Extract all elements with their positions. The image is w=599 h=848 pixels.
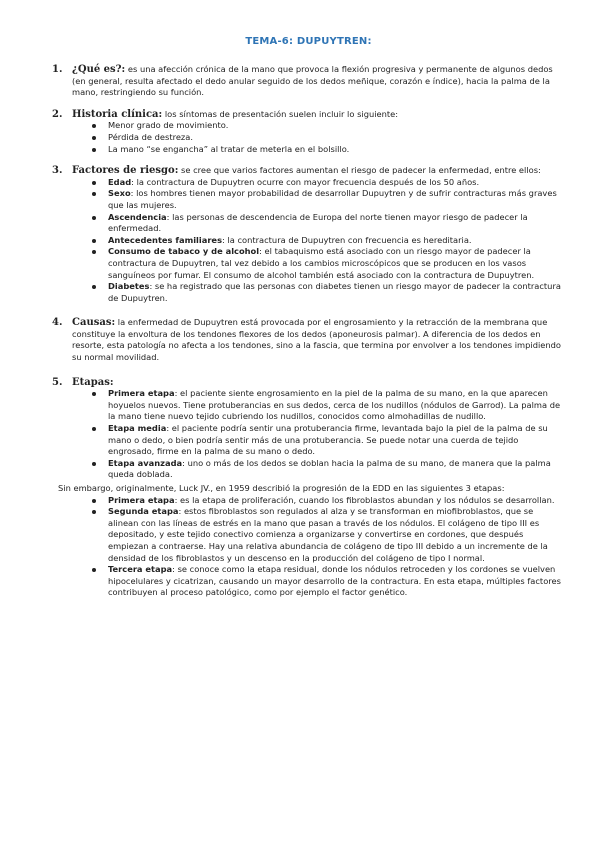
section-text: es una afección crónica de la mano que provoca la flexión progresiva y permanente de algunos dedos (en general, resulta afectado el dedo anular seguido de los dedos meñique, corazón e índice), hacia la palma de la mano, restringiendo su función. — [72, 64, 553, 98]
list-item-label: Etapa media — [108, 423, 167, 434]
list-item — [92, 506, 565, 564]
list-item — [92, 564, 565, 599]
list-item-label: Primera etapa — [108, 388, 175, 399]
risk-factor-list — [72, 177, 565, 305]
section-heading: Factores de riesgo: — [72, 165, 179, 177]
list-item-label: Edad — [108, 176, 132, 187]
list-item — [92, 246, 565, 281]
list-item-text: : uno o más de los dedos se doblan hacia la palma de su mano, de manera que la palma queda doblada. — [108, 457, 551, 480]
list-item-text: : el paciente podría sentir una protuberancia firme, levantada bajo la piel de la palma de su mano o dedo, o bien podría sentir más de una protuberancia. Se puede notar una cuerda de tejido engrosado, firme en la palma de su mano o dedo. — [108, 423, 548, 457]
section-number: 2. — [52, 108, 63, 120]
list-item-text: : se ha registrado que las personas con diabetes tienen un riesgo mayor de padecer la contractura de Dupuytren. — [108, 281, 561, 303]
list-item-text: La mano “se engancha” al tratar de meterla en el bolsillo. — [108, 143, 350, 154]
list-item-text: : la contractura de Dupuytren con frecuencia es hereditaria. — [222, 234, 472, 245]
section-text: la enfermedad de Dupuytren está provocada por el engrosamiento y la retracción de la membrana que constituye la envoltura de los tendones flexores de los dedos (aponeurosis palmar). A diferencia de los dedos en resorte, esta patología no afecta a los tendones, sino a la fascia, que termina por envolver a los tendones impidiendo su normal movilidad. — [72, 317, 561, 363]
stage-list — [72, 388, 565, 481]
list-item — [92, 212, 565, 235]
section-heading: Etapas: — [72, 376, 114, 388]
list-item — [92, 177, 565, 189]
section-etapas — [52, 377, 565, 599]
section-heading: ¿Qué es?: — [72, 64, 126, 75]
section-number: 1. — [52, 64, 63, 75]
list-item-text: : los hombres tienen mayor probabilidad de desarrollar Dupuytren y de sufrir contracturas más graves que las mujeres. — [108, 188, 557, 210]
list-item-text: : es la etapa de proliferación, cuando los fibroblastos abundan y los nódulos se desarrollan. — [174, 494, 555, 505]
list-item-text: Menor grado de movimiento. — [108, 120, 229, 131]
section-heading: Historia clínica: — [72, 108, 163, 120]
list-item — [92, 235, 565, 247]
list-item — [92, 120, 565, 132]
list-item-text: : el tabaquismo está asociado con un riesgo mayor de padecer la contractura de Dupuytren, tal vez debido a los cambios microscópicos que se producen en los vasos sanguíneos por fumar. El consumo de alcohol también está asociado con la contractura de Dupuytren. — [108, 246, 535, 280]
list-item-label: Ascendencia — [108, 211, 167, 222]
section-historia-clinica — [52, 109, 565, 155]
section-heading: Causas: — [72, 317, 116, 329]
section-text: se cree que varios factores aumentan el riesgo de padecer la enfermedad, entre ellos: — [181, 165, 541, 176]
list-item — [92, 132, 565, 144]
list-item-text: : se conoce como la etapa residual, donde los nódulos retroceden y los cordones se vuelven hipocelulares y cicatrizan, causando un mayor desarrollo de la contractura. En esta etapa, múltiples factores contribuyen al proceso patológico, como por ejemplo el factor genético. — [108, 564, 561, 598]
luck-stage-list — [72, 495, 565, 599]
section-number: 4. — [52, 317, 63, 329]
list-item-label: Primera etapa — [108, 494, 175, 505]
list-item-text: : el paciente siente engrosamiento en la piel de la palma de su mano, en la que aparecen hoyuelos nuevos. Tiene protuberancias en sus dedos, cerca de los nudillos (nódulos de Garrod). La palma de la mano tiene nuevo tejido cubriendo los nudillos, conocidos como almohadillas de nudillo. — [108, 388, 561, 422]
list-item — [92, 188, 565, 211]
list-item-label: Diabetes — [108, 281, 150, 292]
list-item-text: : la contractura de Dupuytren ocurre con mayor frecuencia después de los 50 años. — [131, 176, 480, 187]
list-item-label: Etapa avanzada — [108, 457, 183, 468]
section-text: los síntomas de presentación suelen incluir lo siguiente: — [164, 108, 399, 119]
list-item-label: Segunda etapa — [108, 506, 179, 517]
section-number: 5. — [52, 376, 63, 388]
list-item — [92, 144, 565, 156]
section-que-es — [52, 64, 565, 99]
list-item-label: Sexo — [108, 188, 131, 199]
list-item — [92, 495, 565, 507]
list-item-text: : las personas de descendencia de Europa del norte tienen mayor riesgo de padecer la enfermedad. — [108, 211, 528, 234]
list-item-label: Tercera etapa — [108, 564, 173, 575]
symptom-list — [72, 120, 565, 155]
list-item — [92, 423, 565, 458]
section-factores-riesgo — [52, 165, 565, 304]
list-item-text: : estos fibroblastos son regulados al alza y se transforman en miofibroblastos, que se alinean con las líneas de estrés en la mano que pasan a través de los nódulos. El colágeno de tipo III es depositado, y este tejido conectivo comienza a organizarse y convertirse en cordones, que después empiezan a contraerse. Hay una relativa abundancia de colágeno de tipo III debido a un incremente de la densidad de los fibroblastos y un descenso en la producción del colágeno de tipo I normal. — [108, 506, 548, 563]
stage-note: Sin embargo, originalmente, Luck JV., en 1959 describió la progresión de la EDD en las siguientes 3 etapas: — [58, 483, 505, 493]
list-item-text: Pérdida de destreza. — [108, 131, 194, 142]
list-item-label: Antecedentes familiares — [108, 234, 223, 245]
section-number: 3. — [52, 165, 63, 177]
list-item-label: Consumo de tabaco y de alcohol — [108, 246, 260, 257]
section-causas — [52, 317, 565, 363]
list-item — [92, 458, 565, 481]
page-title: TEMA-6: DUPUYTREN: — [245, 36, 372, 47]
list-item — [92, 281, 565, 304]
list-item — [92, 388, 565, 423]
